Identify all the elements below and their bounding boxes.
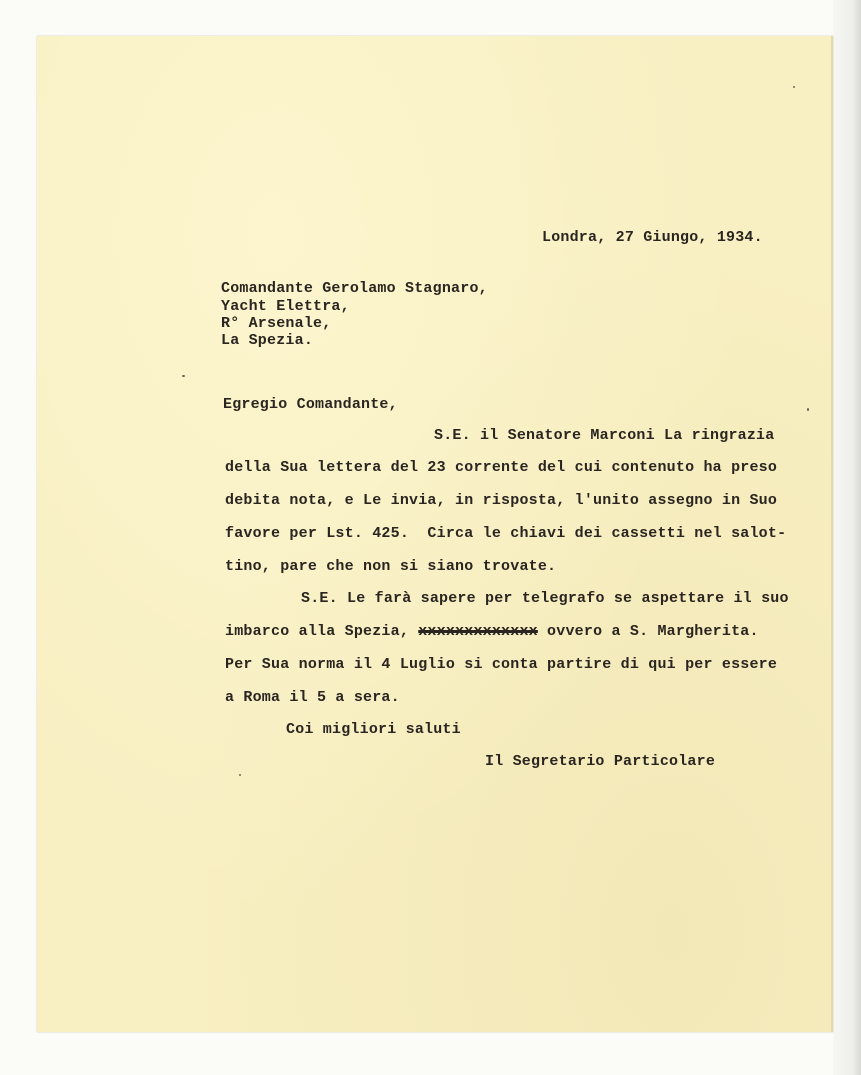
body-line: S.E. Le farà sapere per telegrafo se aspettare il suo (301, 590, 789, 607)
struck-out-text: xxxxxxxxxxxxx (418, 623, 538, 640)
paper-speck (807, 408, 809, 411)
body-line: a Roma il 5 a sera. (225, 689, 400, 706)
dateline: Londra, 27 Giungo, 1934. (542, 229, 763, 246)
body-line: tino, pare che non si siano trovate. (225, 558, 557, 575)
body-text-segment: ovvero a S. Margherita. (537, 623, 759, 640)
address-line-vessel: Yacht Elettra, (221, 298, 350, 315)
scanner-edge (833, 0, 861, 1075)
body-line: della Sua lettera del 23 corrente del cui contenuto ha preso (225, 459, 778, 476)
address-line-arsenal: R° Arsenale, (221, 315, 332, 332)
paper-speck (793, 86, 795, 88)
body-line: Per Sua norma il 4 Luglio si conta partire di qui per essere (225, 656, 778, 673)
address-line-recipient: Comandante Gerolamo Stagnaro, (221, 280, 488, 297)
paper-speck (239, 774, 241, 776)
body-line: debita nota, e Le invia, in risposta, l'unito assegno in Suo (225, 492, 778, 509)
body-text-segment: imbarco alla Spezia, (225, 623, 419, 640)
signature-block: Il Segretario Particolare (485, 753, 716, 770)
closing: Coi migliori saluti (286, 721, 461, 738)
address-line-city: La Spezia. (221, 332, 314, 349)
paper-speck (182, 375, 185, 377)
body-line-with-strikeout (225, 623, 759, 641)
body-line: favore per Lst. 425. Circa le chiavi dei cassetti nel salot- (225, 525, 787, 542)
salutation: Egregio Comandante, (223, 396, 398, 413)
body-line: S.E. il Senatore Marconi La ringrazia (434, 427, 775, 444)
